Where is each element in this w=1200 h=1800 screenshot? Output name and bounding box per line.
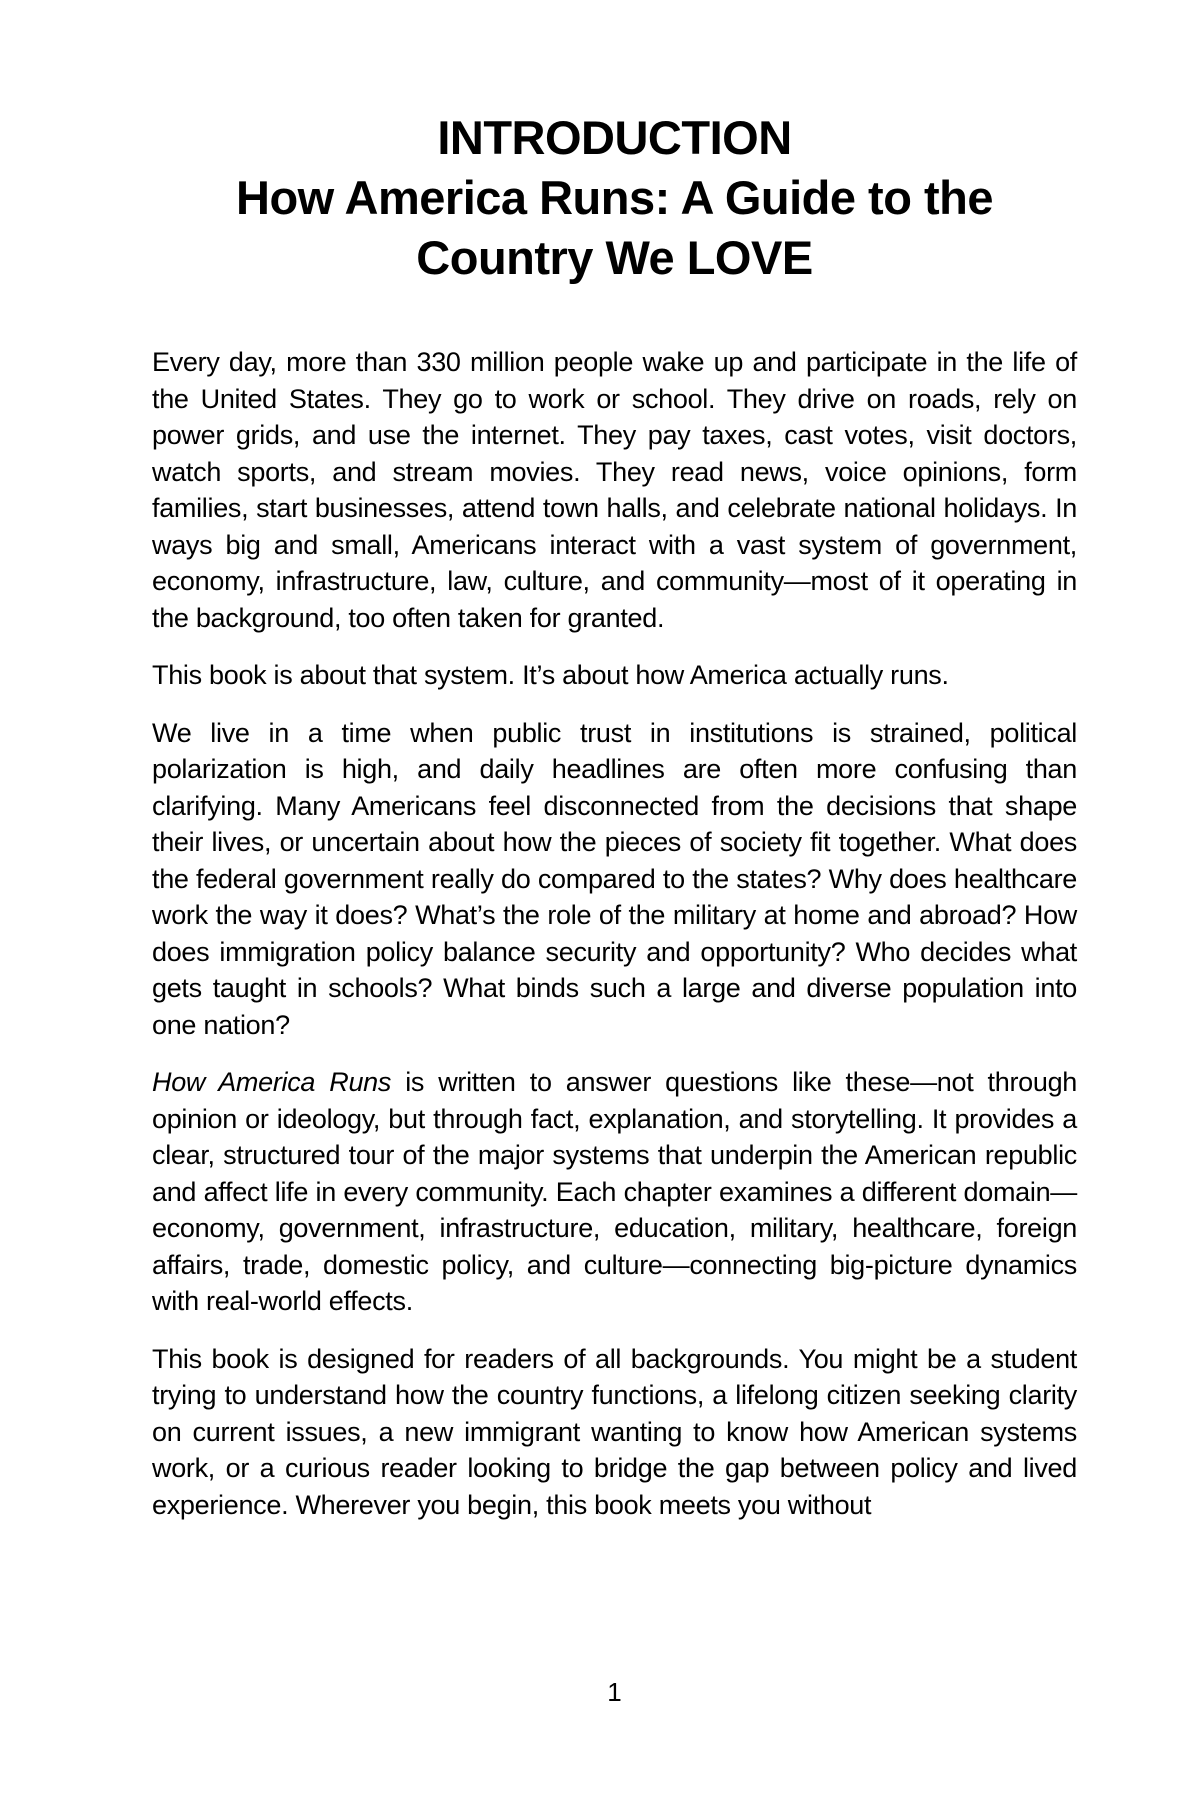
page-number: 1 (607, 1677, 622, 1707)
chapter-kicker: INTRODUCTION (437, 111, 792, 164)
book-title-line-2: Country We LOVE (416, 231, 813, 284)
paragraph-2-text: This book is about that system. It’s about how America actually runs. (152, 660, 949, 690)
chapter-heading (152, 108, 1077, 288)
paragraph-2 (152, 657, 1077, 694)
book-title-line-1: How America Runs: A Guide to the (236, 171, 993, 224)
paragraph-3-text: We live in a time when public trust in institutions is strained, political polarization is high, and daily headlines are often more confusing than clarifying. Many Americans feel disconnected from the decisions that shape their lives, or uncertain about how the pieces of society fit together. What does the federal government really do compared to the states? Why does healthcare work the way it does? What’s the role of the military at home and abroad? How does immigration policy balance security and opportunity? Who decides what gets taught in schools? What binds such a large and diverse population into one nation? (152, 717, 1077, 1040)
paragraph-5-text: This book is designed for readers of all backgrounds. You might be a student trying to understand how the country functions, a lifelong citizen seeking clarity on current issues, a new immigrant wanting to know how American systems work, or a curious reader looking to bridge the gap between policy and lived experience. Wherever you begin, this book meets you without (152, 1343, 1077, 1520)
paragraph-1-text: Every day, more than 330 million people wake up and participate in the life of the United States. They go to work or school. They drive on roads, rely on power grids, and use the internet. They pay taxes, cast votes, visit doctors, watch sports, and stream movies. They read news, voice opinions, form families, start businesses, attend town halls, and celebrate national holidays. In ways big and small, Americans interact with a vast system of government, economy, infrastructure, law, culture, and community—most of it operating in the background, too often taken for granted. (152, 347, 1077, 633)
paragraph-4 (152, 1064, 1077, 1320)
page-body (152, 344, 1077, 1523)
paragraph-4-italic-book-title: How America Runs (152, 1067, 392, 1097)
page-footer (152, 1676, 1077, 1708)
paragraph-5 (152, 1341, 1077, 1524)
paragraph-3 (152, 715, 1077, 1044)
paragraph-4-text: is written to answer questions like these—not through opinion or ideology, but through fact, explanation, and storytelling. It provides a clear, structured tour of the major systems that underpin the American republic and affect life in every community. Each chapter examines a different domain—economy, government, infrastructure, education, military, healthcare, foreign affairs, trade, domestic policy, and culture—connecting big-picture dynamics with real-world effects. (152, 1067, 1077, 1316)
paragraph-1 (152, 344, 1077, 636)
